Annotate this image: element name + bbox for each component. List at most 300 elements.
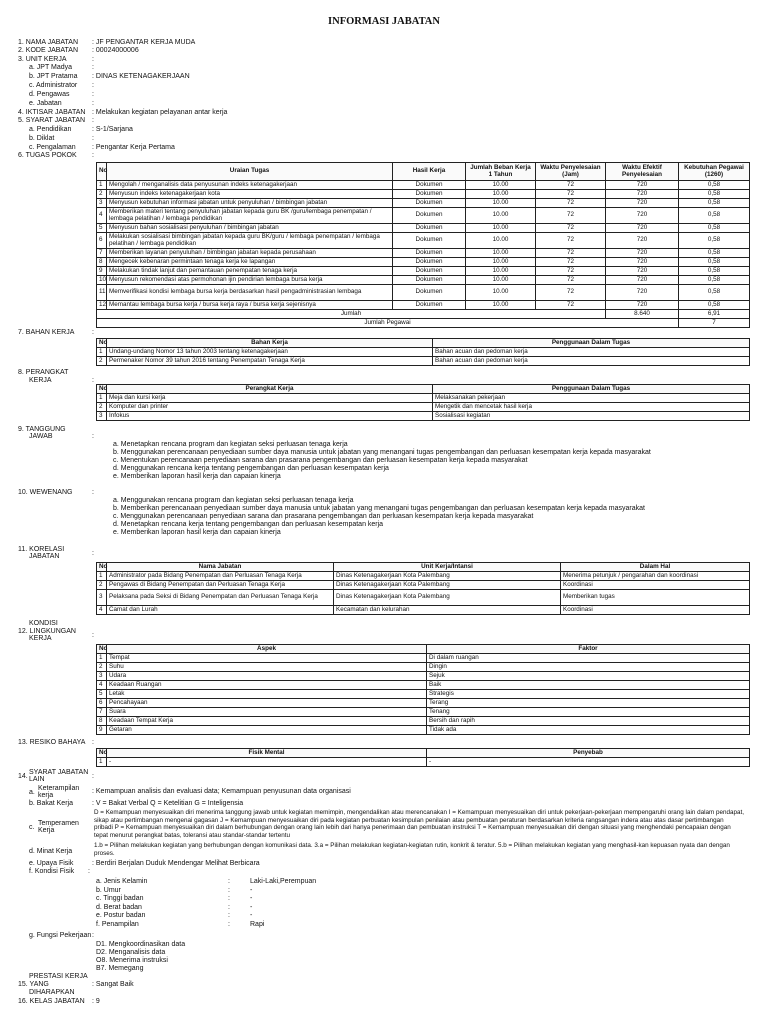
kondisi-label: KONDISI	[29, 620, 58, 627]
temperamen-label-2: Kerja	[38, 827, 55, 834]
cell-uraian-tugas: Menyusun indeks ketenagakerjaan kota	[107, 190, 393, 199]
cell-kebutuhan-pegawai: 0,58	[679, 276, 750, 285]
col-perangkat-kerja: Perangkat Kerja	[107, 385, 433, 394]
tanggung-jawab-colon: :	[92, 433, 94, 440]
cell-waktu-efektif: 720	[606, 285, 679, 301]
cell-unit-kerja: Dinas Ketenagakerjaan Kota Palembang	[334, 572, 561, 581]
table-row	[97, 699, 750, 708]
cell-no: 2	[97, 357, 107, 366]
jumlah-pegawai-row	[97, 319, 750, 328]
cell-kebutuhan-pegawai: 0,58	[679, 181, 750, 190]
korelasi-jabatan-label: 11. KORELASI	[18, 546, 65, 553]
table-row	[97, 285, 750, 301]
cell-unit-kerja: Dinas Ketenagakerjaan Kota Palembang	[334, 581, 561, 590]
col-penggunaan: Penggunaan Dalam Tugas	[433, 385, 750, 394]
upaya-fisik-label: e. Upaya Fisik	[29, 860, 74, 867]
syarat-lain-label-2: LAIN	[29, 776, 45, 783]
kondisi-fisik-colon: :	[88, 868, 90, 875]
nama-jabatan-label: 1. NAMA JABATAN	[18, 39, 79, 46]
cell-no: 4	[97, 606, 107, 615]
kondisi-fisik-item-colon: :	[228, 920, 230, 928]
col-no: No	[97, 163, 107, 181]
cell-uraian-tugas: Memberikan materi tentang penyuluhan jabatan kepada guru BK /guru/lembaga penempatan / lembaga pelatihan / lembaga pendidikan	[107, 208, 393, 224]
cell-no: 3	[97, 590, 107, 606]
col-faktor: Faktor	[427, 645, 750, 654]
perangkat-kerja-colon: :	[92, 377, 94, 384]
col-bahan-kerja: Bahan Kerja	[107, 339, 433, 348]
syarat-lain-colon: :	[92, 773, 94, 780]
col-jumlah-beban: Jumlah Beban Kerja 1 Tahun	[466, 163, 536, 181]
cell-waktu-efektif: 720	[606, 224, 679, 233]
list-item: B7. Memegang	[96, 965, 144, 972]
cell-no: 2	[97, 663, 107, 672]
cell-kebutuhan-pegawai: 0,58	[679, 233, 750, 249]
cell-no: 1	[97, 181, 107, 190]
diklat-value: :	[92, 135, 94, 142]
cell-jumlah-beban: 10.00	[466, 285, 536, 301]
cell-jumlah-beban: 10.00	[466, 224, 536, 233]
cell-faktor: Strategis	[427, 690, 750, 699]
kode-jabatan-value: : 00024000006	[92, 47, 139, 54]
cell-no: 9	[97, 267, 107, 276]
cell-penggunaan: Sosialisasi kegiatan	[433, 412, 750, 421]
table-row	[97, 663, 750, 672]
wewenang-list	[113, 497, 645, 537]
resiko-bahaya-colon: :	[92, 739, 94, 746]
kondisi-fisik-label: f. Kondisi Fisik	[29, 868, 75, 875]
kondisi-fisik-item-value: -	[250, 886, 253, 894]
cell-penggunaan: Melaksanakan pekerjaan	[433, 394, 750, 403]
cell-perangkat-kerja: Komputer dan printer	[107, 403, 433, 412]
cell-waktu-penyelesaian: 72	[536, 249, 606, 258]
cell-dalam-hal: Koordinasi	[561, 606, 750, 615]
cell-uraian-tugas: Memverifikasi kondisi lembaga bursa kerja berdasarkan hasil pengadministrasian lembaga	[107, 285, 393, 301]
cell-jumlah-beban: 10.00	[466, 258, 536, 267]
nama-jabatan-value: : JF PENGANTAR KERJA MUDA	[92, 39, 196, 46]
cell-uraian-tugas: Menyusun rekomendasi atas permohonan ijin pendirian lembaga bursa kerja	[107, 276, 393, 285]
page-title: INFORMASI JABATAN	[328, 16, 440, 27]
cell-waktu-efektif: 720	[606, 276, 679, 285]
cell-nama-jabatan: Administrator pada Bidang Penempatan dan Perluasan Tenaga Kerja	[107, 572, 334, 581]
cell-unit-kerja: Kecamatan dan kelurahan	[334, 606, 561, 615]
cell-hasil-kerja: Dokumen	[393, 285, 466, 301]
list-item: d. Menetapkan rencana kerja tentang pengembangan dan perluasan kesempatan kerja	[113, 521, 384, 528]
cell-jumlah-beban: 10.00	[466, 199, 536, 208]
table-row	[97, 672, 750, 681]
cell-faktor: Baik	[427, 681, 750, 690]
resiko-bahaya-label: 13. RESIKO BAHAYA	[18, 739, 86, 746]
cell-waktu-efektif: 720	[606, 181, 679, 190]
list-item: e. Memberikan laporan hasil kerja dan capaian kinerja	[113, 529, 281, 536]
table-row	[97, 681, 750, 690]
korelasi-table-header	[97, 563, 750, 572]
kondisi-fisik-item-label: a. Jenis Kelamin	[96, 878, 148, 885]
cell-waktu-penyelesaian: 72	[536, 190, 606, 199]
jumlah-pegawai-label: Jumlah Pegawai	[97, 319, 679, 328]
table-row	[97, 190, 750, 199]
cell-penyebab: -	[427, 758, 750, 767]
prestasi-kerja-label-3: DIHARAPKAN	[29, 989, 75, 996]
wewenang-colon: :	[92, 489, 94, 496]
cell-no: 2	[97, 403, 107, 412]
fungsi-pekerjaan-label: g. Fungsi Pekerjaan	[29, 932, 92, 939]
table-row	[97, 233, 750, 249]
pendidikan-value: : S-1/Sarjana	[92, 126, 133, 133]
cell-hasil-kerja: Dokumen	[393, 233, 466, 249]
diklat-label: b. Diklat	[29, 135, 55, 142]
col-aspek: Aspek	[107, 645, 427, 654]
bahan-kerja-colon: :	[92, 329, 94, 336]
cell-aspek: Keadaan Tempat Kerja	[107, 717, 427, 726]
col-fisik-mental: Fisik Mental	[107, 749, 427, 758]
cell-penggunaan: Mengetik dan mencetak hasil kerja	[433, 403, 750, 412]
cell-uraian-tugas: Melakukan tindak lanjut dan pemantauan penempatan tenaga kerja	[107, 267, 393, 276]
table-row	[97, 357, 750, 366]
cell-kebutuhan-pegawai: 0,58	[679, 267, 750, 276]
cell-aspek: Pencahayaan	[107, 699, 427, 708]
cell-hasil-kerja: Dokumen	[393, 181, 466, 190]
syarat-lain-label: SYARAT JABATAN	[29, 769, 89, 776]
table-row	[97, 267, 750, 276]
cell-uraian-tugas: Memantau lembaga bursa kerja / bursa kerja raya / bursa kerja sejenisnya	[107, 301, 393, 310]
jumlah-waktu: 8.640	[606, 310, 679, 319]
cell-aspek: Keadaan Ruangan	[107, 681, 427, 690]
cell-hasil-kerja: Dokumen	[393, 258, 466, 267]
perangkat-kerja-label-2: KERJA	[29, 377, 52, 384]
cell-no: 5	[97, 690, 107, 699]
cell-no: 7	[97, 708, 107, 717]
kondisi-fisik-item-label: b. Umur	[96, 886, 121, 894]
temperamen-label: Temperamen	[38, 820, 79, 827]
cell-hasil-kerja: Dokumen	[393, 190, 466, 199]
bakat-kerja-label: b. Bakat Kerja	[29, 800, 73, 807]
kondisi-fisik-item-colon: :	[228, 886, 230, 894]
kondisi-fisik-item-label: c. Tinggi badan	[96, 895, 144, 902]
cell-jumlah-beban: 10.00	[466, 208, 536, 224]
table-row	[97, 199, 750, 208]
kondisi-fisik-item-colon: :	[228, 878, 230, 885]
cell-faktor: Tenang	[427, 708, 750, 717]
cell-no: 1	[97, 348, 107, 357]
jumlah-row	[97, 310, 750, 319]
cell-no: 2	[97, 190, 107, 199]
perangkat-kerja-table	[96, 384, 750, 421]
jabatan-label: e. Jabatan	[29, 100, 62, 107]
syarat-jabatan-colon: :	[92, 117, 94, 124]
list-item: c. Menggunakan perencanaan penyediaan sarana dan prasarana pengembangan dan perluasan kesempatan kerja kepada masyarakat	[113, 513, 534, 520]
cell-kebutuhan-pegawai: 0,58	[679, 199, 750, 208]
cell-kebutuhan-pegawai: 0,58	[679, 224, 750, 233]
perangkat-kerja-label: 8. PERANGKAT	[18, 369, 69, 376]
cell-aspek: Suara	[107, 708, 427, 717]
cell-fisik-mental: -	[107, 758, 427, 767]
minat-kerja-value: 1.b = Pilihan melakukan kegiatan yang berhubungan dengan komunikasi data. 3.a = Pilihan melakukan kegiatan-kegiatan rutin, konkrit & teratur. 5.b = Pilihan melakukan kegiatan yang menghasil-kan kepuasan nyata dan dengan proses.	[94, 842, 730, 857]
list-item: a. Menetapkan rencana program dan kegiatan seksi perluasan tenaga kerja	[113, 441, 348, 448]
cell-nama-jabatan: Pengawas di Bidang Penempatan dan Perluasan Tenaga Kerja	[107, 581, 334, 590]
cell-dalam-hal: Menerima petunjuk / pengarahan dan koordinasi	[561, 572, 750, 581]
cell-hasil-kerja: Dokumen	[393, 276, 466, 285]
iktisar-value: : Melakukan kegiatan pelayanan antar kerja	[92, 109, 228, 116]
list-item: b. Memberikan perencanaan penyediaan sumber daya manusia untuk jabatan yang menangani tugas pengembangan dan perluasan kesempatan kerja kepada masyarakat	[113, 505, 645, 512]
table-row	[97, 758, 750, 767]
cell-no: 6	[97, 699, 107, 708]
cell-waktu-efektif: 720	[606, 208, 679, 224]
col-no: No	[97, 749, 107, 758]
jpt-pratama-label: b. JPT Pratama	[29, 73, 78, 80]
keterampilan-letter: a.	[29, 789, 35, 796]
tugas-pokok-table	[96, 162, 750, 328]
syarat-jabatan-label: 5. SYARAT JABATAN	[18, 117, 86, 124]
table-row	[97, 590, 750, 606]
cell-waktu-penyelesaian: 72	[536, 224, 606, 233]
cell-uraian-tugas: Mengecek kebenaran permintaan tenaga kerja ke lapangan	[107, 258, 393, 267]
kerja-label: KERJA	[29, 635, 52, 642]
tugas-table-header	[97, 163, 750, 181]
cell-waktu-penyelesaian: 72	[536, 199, 606, 208]
jpt-madya-label: a. JPT Madya	[29, 64, 73, 71]
cell-waktu-efektif: 720	[606, 233, 679, 249]
cell-faktor: Bersih dan rapih	[427, 717, 750, 726]
tugas-pokok-label: 6. TUGAS POKOK	[18, 152, 77, 159]
cell-no: 1	[97, 394, 107, 403]
cell-waktu-efektif: 720	[606, 301, 679, 310]
cell-jumlah-beban: 10.00	[466, 190, 536, 199]
temperamen-letter: c.	[29, 824, 35, 831]
tanggung-jawab-label-2: JAWAB	[29, 433, 53, 440]
col-waktu-penyelesaian: Waktu Penyelesaian (Jam)	[536, 163, 606, 181]
table-row	[97, 258, 750, 267]
cell-hasil-kerja: Dokumen	[393, 301, 466, 310]
list-item: O8. Menerima instruksi	[96, 957, 168, 964]
iktisar-label: 4. IKTISAR JABATAN	[18, 109, 86, 116]
cell-no: 11	[97, 285, 107, 301]
cell-penggunaan: Bahan acuan dan pedoman kerja	[433, 357, 750, 366]
syarat-lain-number: 14.	[18, 773, 28, 780]
fungsi-pekerjaan-list	[96, 941, 185, 973]
col-nama-jabatan: Nama Jabatan	[107, 563, 334, 572]
fungsi-pekerjaan-colon: :	[92, 932, 94, 939]
prestasi-kerja-label: PRESTASI KERJA	[29, 973, 88, 980]
cell-kebutuhan-pegawai: 0,58	[679, 190, 750, 199]
cell-kebutuhan-pegawai: 0,58	[679, 258, 750, 267]
prestasi-kerja-label-2: 15. YANG	[18, 981, 49, 988]
keterampilan-label-2: kerja	[38, 792, 54, 799]
cell-kebutuhan-pegawai: 0,58	[679, 249, 750, 258]
prestasi-kerja-value: : Sangat Baik	[92, 981, 134, 988]
keterampilan-value: : Kemampuan analisis dan evaluasi data; Kemampuan penyusunan data organisasi	[92, 788, 351, 795]
table-row	[97, 301, 750, 310]
cell-no: 5	[97, 224, 107, 233]
cell-faktor: Di dalam ruangan	[427, 654, 750, 663]
table-row	[97, 708, 750, 717]
cell-waktu-efektif: 720	[606, 190, 679, 199]
kondisi-fisik-item-colon: :	[228, 912, 230, 919]
tugas-pokok-colon: :	[92, 152, 94, 159]
cell-kebutuhan-pegawai: 0,58	[679, 208, 750, 224]
cell-uraian-tugas: Melakukan sosialisasi bimbingan jabatan kepada guru BK/guru / lembaga penempatan / lembaga pelatihan / lembaga pendidikan	[107, 233, 393, 249]
cell-no: 8	[97, 258, 107, 267]
resiko-table-header	[97, 749, 750, 758]
cell-no: 3	[97, 412, 107, 421]
kelas-jabatan-value: : 9	[92, 998, 100, 1005]
minat-kerja-label: d. Minat Kerja	[29, 848, 73, 855]
cell-no: 9	[97, 726, 107, 735]
korelasi-jabatan-colon: :	[92, 550, 94, 557]
table-row	[97, 654, 750, 663]
cell-faktor: Dingin	[427, 663, 750, 672]
jpt-madya-value: :	[92, 64, 94, 71]
administrator-label: c. Administrator	[29, 82, 78, 89]
cell-kebutuhan-pegawai: 0,58	[679, 301, 750, 310]
cell-no: 3	[97, 672, 107, 681]
korelasi-jabatan-table	[96, 562, 750, 615]
table-row	[97, 181, 750, 190]
cell-nama-jabatan: Camat dan Lurah	[107, 606, 334, 615]
cell-jumlah-beban: 10.00	[466, 181, 536, 190]
cell-no: 1	[97, 758, 107, 767]
cell-faktor: Sejuk	[427, 672, 750, 681]
lingkungan-label: 12. LINGKUNGAN	[18, 628, 76, 635]
cell-dalam-hal: Koordinasi	[561, 581, 750, 590]
col-penggunaan: Penggunaan Dalam Tugas	[433, 339, 750, 348]
cell-uraian-tugas: Memberikan layanan penyuluhan / bimbingan jabatan kepada perusahaan	[107, 249, 393, 258]
cell-waktu-penyelesaian: 72	[536, 258, 606, 267]
list-item: c. Menentukan perencanaan penyediaan sarana dan prasarana pengembangan dan perluasan kesempatan kerja kepada masyarakat	[113, 457, 528, 464]
cell-jumlah-beban: 10.00	[466, 267, 536, 276]
cell-bahan-kerja: Undang-undang Nomor 13 tahun 2003 tentang ketenagakerjaan	[107, 348, 433, 357]
list-item: e. Memberikan laporan hasil kerja dan capaian kinerja	[113, 473, 281, 480]
cell-dalam-hal: Memberikan tugas	[561, 590, 750, 606]
cell-no: 3	[97, 199, 107, 208]
cell-jumlah-beban: 10.00	[466, 301, 536, 310]
col-no: No	[97, 645, 107, 654]
kelas-jabatan-label: 16. KELAS JABATAN	[18, 998, 85, 1005]
pengawas-label: d. Pengawas	[29, 91, 70, 98]
bahan-kerja-table	[96, 338, 750, 366]
cell-waktu-penyelesaian: 72	[536, 285, 606, 301]
administrator-value: :	[92, 82, 94, 89]
cell-nama-jabatan: Pelaksana pada Seksi di Bidang Penempatan dan Perluasan Tenaga Kerja	[107, 590, 334, 606]
wewenang-label: 10. WEWENANG	[18, 489, 73, 496]
cell-waktu-efektif: 720	[606, 267, 679, 276]
bakat-kerja-value: : V = Bakat Verbal Q = Ketelitian G = Inteligensia	[92, 800, 244, 807]
cell-waktu-penyelesaian: 72	[536, 301, 606, 310]
cell-jumlah-beban: 10.00	[466, 276, 536, 285]
keterampilan-label: Keterampilan	[38, 785, 80, 792]
cell-aspek: Tempat	[107, 654, 427, 663]
table-row	[97, 690, 750, 699]
col-no: No	[97, 339, 107, 348]
col-dalam-hal: Dalam Hal	[561, 563, 750, 572]
cell-perangkat-kerja: Meja dan kursi kerja	[107, 394, 433, 403]
table-row	[97, 606, 750, 615]
cell-hasil-kerja: Dokumen	[393, 208, 466, 224]
lingkungan-table-header	[97, 645, 750, 654]
cell-no: 1	[97, 654, 107, 663]
cell-no: 7	[97, 249, 107, 258]
cell-waktu-penyelesaian: 72	[536, 233, 606, 249]
cell-no: 1	[97, 572, 107, 581]
lingkungan-kerja-table	[96, 644, 750, 735]
kondisi-fisik-item-label: e. Postur badan	[96, 912, 146, 919]
table-row	[97, 726, 750, 735]
cell-faktor: Tidak ada	[427, 726, 750, 735]
cell-aspek: Getaran	[107, 726, 427, 735]
cell-uraian-tugas: Mengolah / menganalisis data penyusunan indeks ketenagakerjaan	[107, 181, 393, 190]
kode-jabatan-label: 2. KODE JABATAN	[18, 47, 79, 54]
kondisi-fisik-item-value: -	[250, 903, 253, 911]
list-item: D2. Menganalisis data	[96, 949, 166, 956]
col-uraian-tugas: Uraian Tugas	[107, 163, 393, 181]
unit-kerja-colon: :	[92, 56, 94, 63]
cell-no: 6	[97, 233, 107, 249]
cell-aspek: Suhu	[107, 663, 427, 672]
col-no: No	[97, 385, 107, 394]
pengawas-value: :	[92, 91, 94, 98]
table-row	[97, 249, 750, 258]
bahan-kerja-label: 7. BAHAN KERJA	[18, 329, 75, 336]
unit-kerja-label: 3. UNIT KERJA	[18, 56, 67, 63]
kondisi-fisik-item-value: Laki-Laki,Perempuan	[250, 878, 317, 885]
kondisi-fisik-item-label: d. Berat badan	[96, 903, 142, 911]
cell-perangkat-kerja: Infokus	[107, 412, 433, 421]
lingkungan-colon: :	[92, 632, 94, 639]
cell-jumlah-beban: 10.00	[466, 233, 536, 249]
tanggung-jawab-label: 9. TANGGUNG	[18, 426, 66, 433]
jumlah-pegawai-value: 7	[679, 319, 750, 328]
list-item: d. Menggunakan rencana kerja tentang pengembangan dan perluasan kesempatan kerja	[113, 465, 389, 472]
bahan-table-header	[97, 339, 750, 348]
cell-no: 10	[97, 276, 107, 285]
table-row	[97, 276, 750, 285]
cell-waktu-penyelesaian: 72	[536, 208, 606, 224]
kondisi-fisik-item-value: -	[250, 912, 253, 919]
table-row	[97, 717, 750, 726]
cell-no: 12	[97, 301, 107, 310]
table-row	[97, 224, 750, 233]
cell-uraian-tugas: Menyusun bahan sosialisasi penyuluhan / bimbingan jabatan	[107, 224, 393, 233]
jumlah-kebutuhan: 6,91	[679, 310, 750, 319]
table-row	[97, 412, 750, 421]
tanggung-jawab-list	[113, 441, 651, 481]
cell-uraian-tugas: Menyusun kebutuhan informasi jabatan untuk penyuluhan / bimbingan jabatan	[107, 199, 393, 208]
jpt-pratama-value: : DINAS KETENAGAKERJAAN	[92, 73, 190, 80]
col-hasil-kerja: Hasil Kerja	[393, 163, 466, 181]
cell-no: 8	[97, 717, 107, 726]
cell-penggunaan: Bahan acuan dan pedoman kerja	[433, 348, 750, 357]
table-row	[97, 348, 750, 357]
kondisi-fisik-item-colon: :	[228, 895, 230, 902]
col-penyebab: Penyebab	[427, 749, 750, 758]
cell-aspek: Letak	[107, 690, 427, 699]
perangkat-table-header	[97, 385, 750, 394]
kondisi-fisik-item-value: -	[250, 895, 253, 902]
cell-bahan-kerja: Permenaker Nomor 39 tahun 2016 tentang Penempatan Tenaga Kerja	[107, 357, 433, 366]
table-row	[97, 581, 750, 590]
cell-waktu-penyelesaian: 72	[536, 276, 606, 285]
cell-unit-kerja: Dinas Ketenagakerjaan Kota Palembang	[334, 590, 561, 606]
col-no: No	[97, 563, 107, 572]
cell-faktor: Terang	[427, 699, 750, 708]
resiko-bahaya-table	[96, 748, 750, 767]
table-row	[97, 208, 750, 224]
cell-hasil-kerja: Dokumen	[393, 199, 466, 208]
cell-hasil-kerja: Dokumen	[393, 249, 466, 258]
cell-no: 2	[97, 581, 107, 590]
col-unit-kerja: Unit Kerja/Intansi	[334, 563, 561, 572]
pengalaman-value: : Pengantar Kerja Pertama	[92, 144, 175, 151]
col-waktu-efektif: Waktu Efektif Penyelesaian	[606, 163, 679, 181]
